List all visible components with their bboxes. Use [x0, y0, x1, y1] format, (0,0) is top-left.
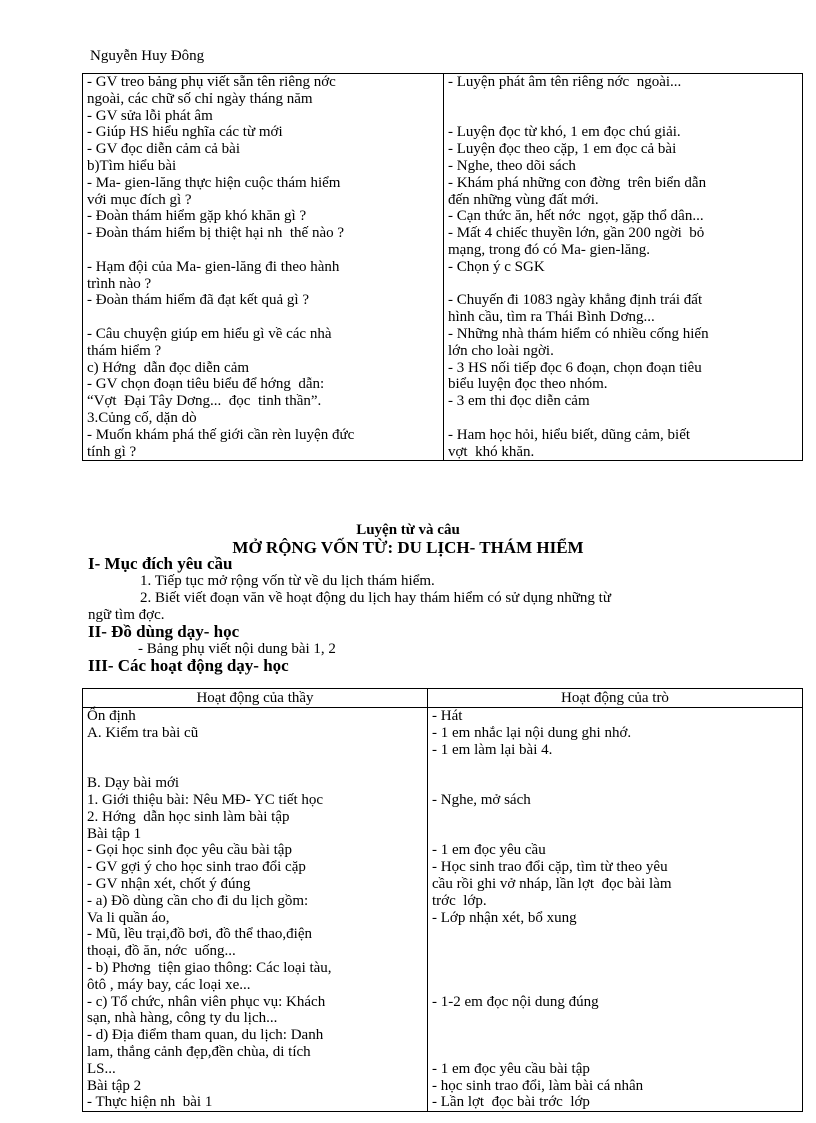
- text-line: [87, 758, 423, 775]
- teacher-activity-cell: [83, 208, 444, 225]
- teacher-activity-cell: [83, 124, 444, 141]
- text-line: đến những vùng đất mới.: [448, 191, 599, 208]
- table-row: [83, 259, 803, 293]
- table-row: [83, 376, 803, 393]
- teacher-activity-cell: [83, 158, 444, 175]
- student-activity-cell: [444, 326, 803, 360]
- text-line: [432, 826, 798, 843]
- text-line: c) Hớng dẫn đọc diễn cảm: [87, 359, 250, 376]
- table-row: [83, 141, 803, 158]
- text-line: - GV nhận xét, chốt ý đúng: [87, 875, 251, 892]
- lesson-activity-table-2: [82, 688, 803, 1112]
- table-row: [83, 360, 803, 377]
- text-line: - Khám phá những con đờng trên biển dẫn: [448, 174, 707, 191]
- table-row: [83, 410, 803, 427]
- text-line: [432, 775, 798, 792]
- teacher-activity-cell: [83, 108, 444, 125]
- text-line: - Câu chuyện giúp em hiểu gì về các nhà: [87, 325, 332, 342]
- text-line: - Giúp HS hiểu nghĩa các từ mới: [87, 124, 283, 141]
- text-line: [432, 809, 798, 826]
- text-line: - Đoàn thám hiểm gặp khó khăn gì ?: [87, 208, 307, 225]
- text-line: - Nghe, mở sách: [432, 791, 531, 808]
- table-row: [83, 158, 803, 175]
- text-line: [448, 108, 798, 125]
- student-activity-cell: [444, 259, 803, 293]
- text-line: sạn, nhà hàng, công ty du lịch...: [87, 1010, 278, 1027]
- text-line: [87, 742, 423, 759]
- text-line: - học sinh trao đổi, làm bài cá nhân: [432, 1077, 644, 1094]
- text-line: - 3 em thi đọc diễn cảm: [448, 393, 590, 410]
- objective-2-continued: ngữ tìm đợc.: [88, 607, 165, 623]
- text-line: B. Dạy bài mới: [87, 775, 180, 792]
- text-line: Va li quần áo,: [87, 909, 170, 926]
- lesson-title: MỞ RỘNG VỐN TỪ: DU LỊCH- THÁM HIỂM: [232, 538, 584, 557]
- table-row: [83, 74, 803, 108]
- text-line: A. Kiểm tra bài cũ: [87, 724, 199, 741]
- student-activity-cell: [444, 124, 803, 141]
- teacher-activity-cell: [83, 141, 444, 158]
- text-line: [432, 943, 798, 960]
- text-line: - 1 em đọc yêu cầu bài tập: [432, 1060, 590, 1077]
- text-line: biểu luyện đọc theo nhóm.: [448, 376, 608, 393]
- text-line: vợt khó khăn.: [448, 443, 535, 460]
- materials-item: - Bảng phụ viết nội dung bài 1, 2: [138, 641, 336, 657]
- author-name: Nguyễn Huy Đông: [90, 48, 205, 64]
- text-line: [448, 91, 798, 108]
- student-activity-cell: [444, 175, 803, 209]
- text-line: [87, 242, 439, 259]
- student-activity-cell: [444, 360, 803, 377]
- text-line: [432, 977, 798, 994]
- text-line: [432, 758, 798, 775]
- text-line: - c) Tổ chức, nhân viên phục vụ: Khách: [87, 993, 326, 1010]
- text-line: ngoài, các chữ số chỉ ngày tháng năm: [87, 90, 313, 107]
- text-line: - d) Địa điểm tham quan, du lịch: Danh: [87, 1027, 324, 1044]
- text-line: - 1-2 em đọc nội dung đúng: [432, 993, 599, 1010]
- teacher-activity-cell: [83, 410, 444, 427]
- text-line: mạng, trong đó có Ma- gien-lăng.: [448, 241, 651, 258]
- text-line: - Lớp nhận xét, bổ xung: [432, 909, 577, 926]
- text-line: - GV treo bảng phụ viết sẵn tên riêng nớc: [87, 74, 336, 90]
- table-row: [83, 175, 803, 209]
- text-line: [87, 309, 439, 326]
- section-objectives-heading: I- Mục đích yêu cầu: [88, 554, 233, 573]
- teacher-activity-cell: [83, 175, 444, 209]
- text-line: - Chuyến đi 1083 ngày khẳng định trái đất: [448, 292, 703, 309]
- teacher-activity-cell: [83, 225, 444, 259]
- text-line: - 1 em nhắc lại nội dung ghi nhớ.: [432, 724, 632, 741]
- text-line: - Nghe, theo dõi sách: [448, 157, 576, 174]
- text-line: với mục đích gì ?: [87, 191, 192, 208]
- student-activity-cell: [444, 208, 803, 225]
- text-line: LS...: [87, 1060, 116, 1077]
- table-row: [83, 393, 803, 410]
- text-line: - Lần lợt đọc bài trớc lớp: [432, 1094, 590, 1111]
- text-line: Ổn định: [87, 708, 136, 724]
- text-line: Bài tập 1: [87, 825, 142, 842]
- table-row: [83, 124, 803, 141]
- text-line: - Luyện phát âm tên riêng nớc ngoài...: [448, 74, 682, 90]
- table-row: [83, 292, 803, 326]
- text-line: - Đoàn thám hiểm đã đạt kết quả gì ?: [87, 292, 310, 309]
- text-line: hình cầu, tìm ra Thái Bình Dơng...: [448, 309, 655, 326]
- text-line: [432, 960, 798, 977]
- text-line: tính gì ?: [87, 443, 137, 460]
- text-line: - 3 HS nối tiếp đọc 6 đoạn, chọn đoạn tiêu: [448, 359, 702, 376]
- text-line: - Đoàn thám hiểm bị thiệt hại nh thế nào ?: [87, 225, 345, 242]
- text-line: thám hiểm ?: [87, 342, 162, 359]
- teacher-activity-cell: [83, 326, 444, 360]
- text-line: - Hạm đội của Ma- gien-lăng đi theo hành: [87, 258, 340, 275]
- text-line: 3.Củng cố, dặn dò: [87, 409, 197, 426]
- student-activity-cell: [444, 108, 803, 125]
- table-row: [83, 427, 803, 461]
- text-line: thoại, đồ ăn, nớc uống...: [87, 943, 236, 960]
- text-line: 2. Hớng dẫn học sinh làm bài tập: [87, 808, 290, 825]
- text-line: - 1 em đọc yêu cầu: [432, 842, 546, 859]
- lesson-activity-table-1: [82, 73, 803, 461]
- student-activity-cell: [444, 141, 803, 158]
- text-line: ôtô , máy bay, các loại xe...: [87, 976, 251, 993]
- text-line: [432, 1010, 798, 1027]
- table-row: [83, 208, 803, 225]
- text-line: - Mũ, lều trại,đồ bơi, đồ thể thao,điện: [87, 926, 312, 943]
- student-activity-cell: [444, 292, 803, 326]
- student-activities-cell: [428, 708, 803, 1112]
- objective-2: 2. Biết viết đoạn văn về hoạt động du lịch hay thám hiểm có sử dụng những từ: [140, 590, 611, 606]
- text-line: - Cạn thức ăn, hết nớc ngọt, gặp thổ dân...: [448, 208, 704, 225]
- teacher-activity-cell: [83, 393, 444, 410]
- text-line: - Học sinh trao đổi cặp, tìm từ theo yêu: [432, 859, 668, 876]
- text-line: [432, 1027, 798, 1044]
- text-line: “Vợt Đại Tây Dơng... đọc tinh thần”.: [87, 393, 322, 410]
- text-line: cầu rồi ghi vở nháp, lần lợt đọc bài làm: [432, 875, 672, 892]
- table-row: [83, 326, 803, 360]
- student-activity-cell: [444, 427, 803, 461]
- student-activity-cell: [444, 376, 803, 393]
- student-activity-cell: [444, 393, 803, 410]
- text-line: - Gọi học sinh đọc yêu cầu bài tập: [87, 842, 292, 859]
- text-line: [448, 410, 798, 427]
- text-line: - Chọn ý c SGK: [448, 258, 545, 275]
- text-line: trình nào ?: [87, 275, 152, 292]
- text-line: - 1 em làm lại bài 4.: [432, 741, 553, 758]
- text-line: - Hát: [432, 708, 463, 724]
- text-line: - Muốn khám phá thế giới cần rèn luyện đức: [87, 426, 355, 443]
- text-line: Bài tập 2: [87, 1077, 142, 1094]
- text-line: - GV gợi ý cho học sinh trao đổi cặp: [87, 859, 306, 876]
- text-line: lam, thắng cảnh đẹp,đền chùa, di tích: [87, 1043, 311, 1060]
- text-line: - a) Đồ dùng cần cho đi du lịch gồm:: [87, 892, 309, 909]
- text-line: - GV sửa lỗi phát âm: [87, 107, 213, 124]
- column-header-teacher: Hoạt động của thầy: [83, 689, 428, 708]
- text-line: [448, 276, 798, 293]
- section-materials-heading: II- Đồ dùng dạy- học: [88, 622, 240, 641]
- text-line: - Những nhà thám hiểm có nhiều cống hiến: [448, 325, 709, 342]
- objective-1: 1. Tiếp tục mở rộng vốn từ về du lịch thám hiểm.: [140, 573, 435, 589]
- text-line: - Thực hiện nh bài 1: [87, 1094, 213, 1111]
- text-line: 1. Giới thiệu bài: Nêu MĐ- YC tiết học: [87, 791, 324, 808]
- text-line: b)Tìm hiểu bài: [87, 157, 177, 174]
- text-line: - Mất 4 chiếc thuyền lớn, gần 200 ngời bỏ: [448, 225, 705, 242]
- text-line: [432, 926, 798, 943]
- teacher-activity-cell: [83, 74, 444, 108]
- column-header-student: Hoạt động của trò: [428, 689, 803, 708]
- teacher-activity-cell: [83, 427, 444, 461]
- section-activities-heading: III- Các hoạt động dạy- học: [88, 656, 289, 675]
- text-line: [432, 1044, 798, 1061]
- text-line: - Luyện đọc theo cặp, 1 em đọc cả bài: [448, 141, 677, 158]
- text-line: - Ham học hỏi, hiểu biết, dũng cảm, biết: [448, 426, 691, 443]
- text-line: - Luyện đọc từ khó, 1 em đọc chú giải.: [448, 124, 681, 141]
- teacher-activity-cell: [83, 259, 444, 293]
- table-row: [83, 225, 803, 259]
- teacher-activity-cell: [83, 292, 444, 326]
- teacher-activity-cell: [83, 376, 444, 393]
- teacher-activity-cell: [83, 360, 444, 377]
- subject-heading: Luyện từ và câu: [356, 522, 460, 538]
- table-row: [83, 108, 803, 125]
- text-line: lớn cho loài ngời.: [448, 342, 554, 359]
- text-line: trớc lớp.: [432, 892, 487, 909]
- student-activity-cell: [444, 225, 803, 259]
- text-line: - GV chọn đoạn tiêu biểu để hớng dẫn:: [87, 376, 325, 393]
- student-activity-cell: [444, 74, 803, 108]
- student-activity-cell: [444, 410, 803, 427]
- teacher-activities-cell: [83, 708, 428, 1112]
- student-activity-cell: [444, 158, 803, 175]
- text-line: - GV đọc diễn cảm cả bài: [87, 141, 240, 158]
- text-line: - Ma- gien-lăng thực hiện cuộc thám hiểm: [87, 174, 341, 191]
- text-line: - b) Phơng tiện giao thông: Các loại tàu,: [87, 959, 332, 976]
